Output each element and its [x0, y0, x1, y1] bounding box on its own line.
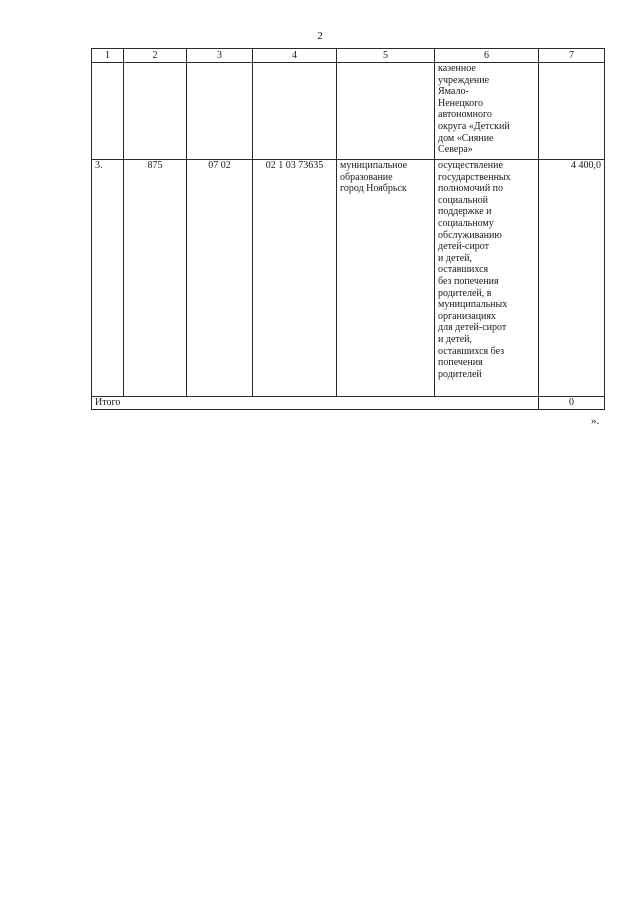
page-number: 2: [317, 30, 323, 42]
header-cell-6: 6: [435, 49, 539, 63]
table-total-row: [92, 397, 605, 410]
header-cell-3: 3: [187, 49, 253, 63]
institution-name-cell: казенное учреждение Ямало- Ненецкого автономного округа «Детский дом «Сияние Севера»: [435, 63, 539, 160]
table-cell: [539, 63, 605, 160]
amount-cell: 4 400,0: [539, 160, 605, 397]
total-value-cell: 0: [539, 397, 605, 410]
table-cell: [187, 63, 253, 160]
code-cell: 875: [124, 160, 187, 397]
header-cell-4: 4: [253, 49, 337, 63]
row-number-cell: 3.: [92, 160, 124, 397]
recipient-cell: муниципальное образование город Ноябрьск: [337, 160, 435, 397]
section-cell: 07 02: [187, 160, 253, 397]
header-cell-2: 2: [124, 49, 187, 63]
table-header-row: [92, 49, 605, 63]
table-row-3: [92, 160, 605, 397]
table-cell: [337, 63, 435, 160]
table-cell: [253, 63, 337, 160]
header-cell-5: 5: [337, 49, 435, 63]
table-cell: [92, 63, 124, 160]
target-article-cell: 02 1 03 73635: [253, 160, 337, 397]
table-cell: [124, 63, 187, 160]
header-cell-1: 1: [92, 49, 124, 63]
total-label-cell: Итого: [92, 397, 539, 410]
table-row-continuation: [92, 63, 605, 160]
header-cell-7: 7: [539, 49, 605, 63]
budget-table: [91, 48, 605, 410]
purpose-cell: осуществление государственных полномочий по социальной поддержке и социальному обслуживанию детей-сирот и детей, оставшихся без попечения родителей, в муниципальных организациях для детей-сирот и детей, оставшихся без попечения родителей: [435, 160, 539, 397]
closing-quote-mark: ».: [591, 415, 600, 427]
